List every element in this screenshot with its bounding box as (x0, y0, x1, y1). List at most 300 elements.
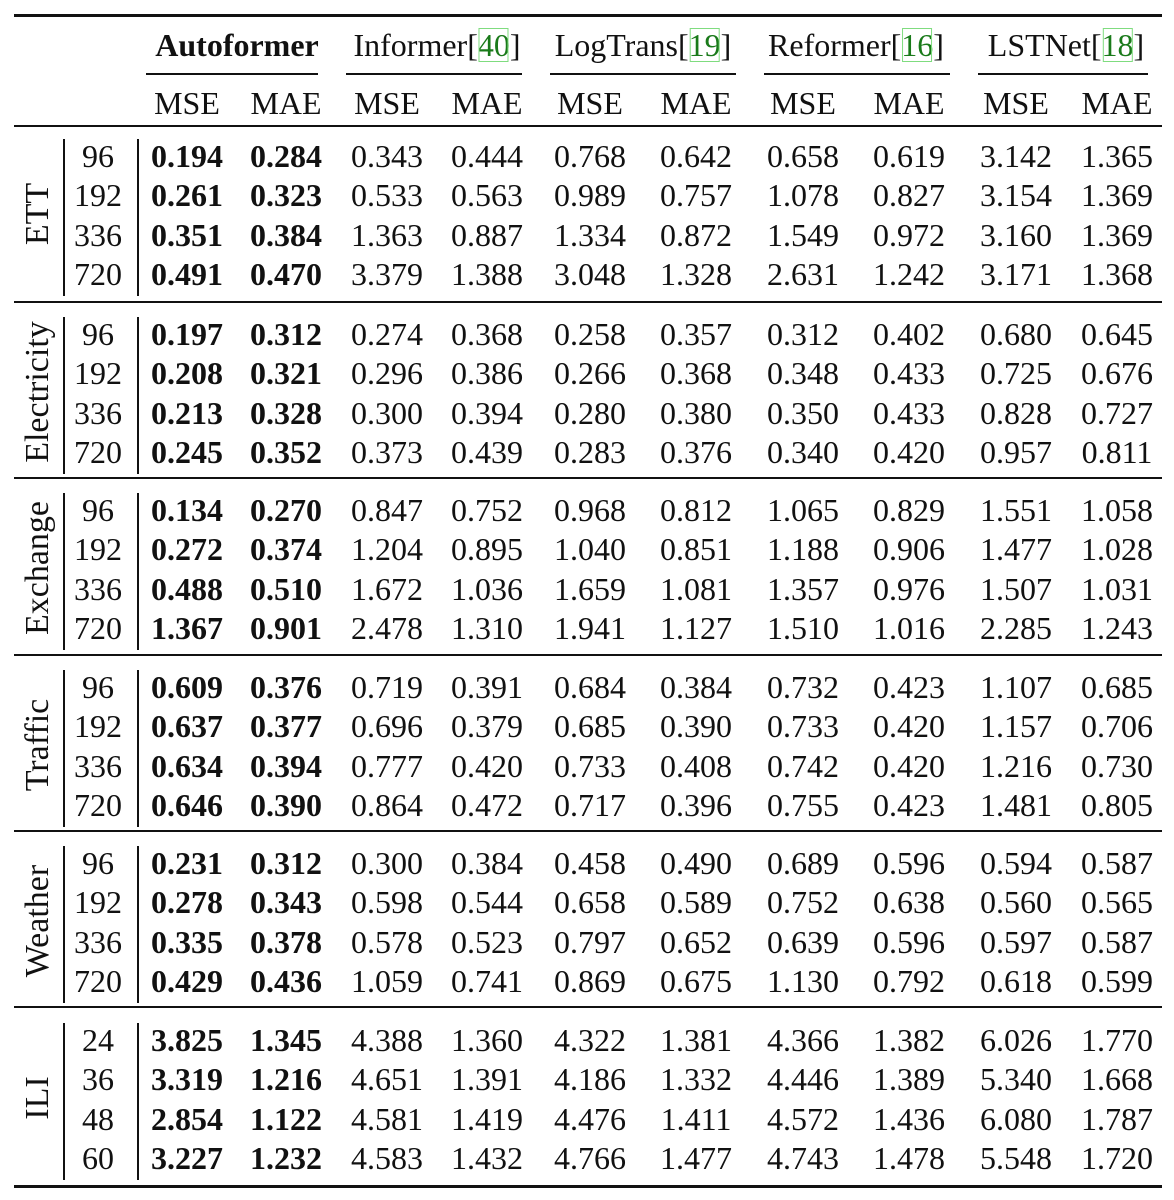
table-cell: 0.599 (1081, 962, 1153, 999)
table-cell: 1.345 (250, 1022, 322, 1058)
table-cell: 1.310 (451, 609, 523, 646)
table-cell: 4.651 (351, 1061, 423, 1098)
metric-header-mse: MSE (983, 85, 1049, 121)
horizon-cell: 192 (74, 708, 122, 745)
table-cell: 0.458 (554, 845, 626, 881)
table-cell: 0.864 (351, 786, 423, 823)
table-cell: 1.127 (660, 609, 732, 646)
dataset-divider-5 (63, 1023, 65, 1180)
table-cell: 0.490 (660, 845, 732, 881)
table-cell: 3.171 (980, 255, 1052, 292)
table-cell: 0.300 (351, 394, 423, 431)
table-cell: 0.544 (451, 884, 523, 921)
bottom-rule (14, 1185, 1162, 1188)
table-cell: 0.523 (451, 923, 523, 960)
table-cell: 1.668 (1081, 1061, 1153, 1098)
table-cell: 0.676 (1081, 355, 1153, 392)
table-cell: 0.280 (554, 394, 626, 431)
table-cell: 0.828 (980, 394, 1052, 431)
table-cell: 0.384 (660, 669, 732, 705)
model-name: Reformer (768, 27, 891, 63)
horizon-cell: 24 (82, 1022, 114, 1058)
table-cell: 1.036 (451, 570, 523, 607)
table-cell: 0.805 (1081, 786, 1153, 823)
table-cell: 0.675 (660, 962, 732, 999)
table-cell: 0.757 (660, 177, 732, 214)
horizon-cell: 96 (82, 316, 114, 352)
table-cell: 0.752 (451, 492, 523, 528)
table-cell: 0.906 (873, 531, 945, 568)
table-cell: 6.026 (980, 1022, 1052, 1058)
horizon-cell: 192 (74, 355, 122, 392)
table-cell: 0.658 (554, 884, 626, 921)
dataset-divider-0 (63, 139, 65, 296)
table-cell: 2.854 (151, 1100, 223, 1137)
table-cell: 1.389 (873, 1061, 945, 1098)
table-cell: 1.787 (1081, 1100, 1153, 1137)
citation-link[interactable]: 18 (1101, 27, 1134, 63)
table-cell: 0.733 (554, 747, 626, 784)
table-cell: 0.312 (767, 316, 839, 352)
group-separator-3 (14, 830, 1162, 832)
table-cell: 0.266 (554, 355, 626, 392)
table-cell: 0.376 (660, 433, 732, 470)
horizon-cell: 336 (74, 394, 122, 431)
table-cell: 0.717 (554, 786, 626, 823)
metric-header-mae: MAE (1081, 85, 1153, 121)
table-cell: 0.733 (767, 708, 839, 745)
table-cell: 1.369 (1081, 177, 1153, 214)
table-cell: 0.433 (873, 394, 945, 431)
table-cell: 0.300 (351, 845, 423, 881)
dataset-divider-4 (63, 846, 65, 1003)
table-cell: 0.283 (554, 433, 626, 470)
table-cell: 1.368 (1081, 255, 1153, 292)
table-cell: 1.369 (1081, 216, 1153, 253)
table-cell: 0.284 (250, 138, 322, 174)
table-cell: 1.510 (767, 609, 839, 646)
table-cell: 0.598 (351, 884, 423, 921)
horizon-cell: 720 (74, 255, 122, 292)
model-name: Informer (353, 27, 468, 63)
horizon-cell: 96 (82, 138, 114, 174)
table-cell: 0.634 (151, 747, 223, 784)
table-cell: 0.343 (250, 884, 322, 921)
table-cell: 0.812 (660, 492, 732, 528)
dataset-label-weather: Weather (19, 864, 56, 977)
table-cell: 0.732 (767, 669, 839, 705)
group-separator-2 (14, 654, 1162, 656)
table-cell: 3.319 (151, 1061, 223, 1098)
table-cell: 0.792 (873, 962, 945, 999)
table-cell: 0.350 (767, 394, 839, 431)
table-cell: 4.583 (351, 1139, 423, 1176)
table-cell: 0.328 (250, 394, 322, 431)
model-header-reformer (768, 26, 944, 64)
table-cell: 0.872 (660, 216, 732, 253)
table-cell: 0.379 (451, 708, 523, 745)
table-cell: 0.472 (451, 786, 523, 823)
table-cell: 0.423 (873, 786, 945, 823)
horizon-cell: 48 (82, 1100, 114, 1137)
model-header-informer (353, 26, 520, 64)
horizon-cell: 60 (82, 1139, 114, 1176)
table-cell: 0.420 (873, 708, 945, 745)
table-cell: 1.242 (873, 255, 945, 292)
table-cell: 1.332 (660, 1061, 732, 1098)
table-cell: 0.488 (151, 570, 223, 607)
dataset-divider-3 (63, 670, 65, 827)
table-cell: 1.157 (980, 708, 1052, 745)
metric-header-mae: MAE (660, 85, 732, 121)
table-cell: 0.685 (554, 708, 626, 745)
table-cell: 0.777 (351, 747, 423, 784)
citation-link[interactable]: 16 (901, 27, 934, 63)
table-cell: 3.154 (980, 177, 1052, 214)
table-cell: 0.433 (873, 355, 945, 392)
metric-header-mse: MSE (557, 85, 623, 121)
table-cell: 0.742 (767, 747, 839, 784)
model-header-logtrans (555, 26, 732, 64)
table-cell: 0.429 (151, 962, 223, 999)
dataset-divider-1 (63, 317, 65, 474)
table-cell: 1.411 (660, 1100, 732, 1137)
table-cell: 0.491 (151, 255, 223, 292)
table-cell: 0.768 (554, 138, 626, 174)
citation-link[interactable]: 19 (688, 27, 721, 63)
table-cell: 1.081 (660, 570, 732, 607)
table-cell: 4.766 (554, 1139, 626, 1176)
table-cell: 0.231 (151, 845, 223, 881)
citation-bracket-close: ] (720, 27, 732, 63)
citation-bracket-close: ] (1133, 27, 1145, 63)
table-cell: 0.638 (873, 884, 945, 921)
table-cell: 0.374 (250, 531, 322, 568)
table-cell: 0.680 (980, 316, 1052, 352)
table-cell: 1.122 (250, 1100, 322, 1137)
group-separator-4 (14, 1006, 1162, 1008)
model-underline-2 (550, 73, 736, 75)
table-cell: 0.470 (250, 255, 322, 292)
table-cell: 0.391 (451, 669, 523, 705)
table-cell: 1.941 (554, 609, 626, 646)
table-cell: 6.080 (980, 1100, 1052, 1137)
table-cell: 0.197 (151, 316, 223, 352)
table-cell: 5.548 (980, 1139, 1052, 1176)
table-cell: 0.270 (250, 492, 322, 528)
table-cell: 2.631 (767, 255, 839, 292)
table-cell: 4.446 (767, 1061, 839, 1098)
table-cell: 0.594 (980, 845, 1052, 881)
table-cell: 0.312 (250, 316, 322, 352)
table-cell: 0.652 (660, 923, 732, 960)
table-cell: 1.028 (1081, 531, 1153, 568)
table-cell: 0.658 (767, 138, 839, 174)
table-cell: 0.578 (351, 923, 423, 960)
table-cell: 3.825 (151, 1022, 223, 1058)
table-cell: 0.609 (151, 669, 223, 705)
dataset-label-ili: ILI (19, 1075, 56, 1120)
table-cell: 0.390 (660, 708, 732, 745)
horizon-divider-5 (137, 1023, 139, 1180)
metric-header-mse: MSE (770, 85, 836, 121)
table-cell: 0.727 (1081, 394, 1153, 431)
table-cell: 0.589 (660, 884, 732, 921)
table-cell: 0.752 (767, 884, 839, 921)
table-cell: 0.827 (873, 177, 945, 214)
table-cell: 1.367 (151, 609, 223, 646)
horizon-divider-4 (137, 846, 139, 1003)
table-cell: 1.659 (554, 570, 626, 607)
table-cell: 0.596 (873, 923, 945, 960)
table-cell: 0.194 (151, 138, 223, 174)
table-cell: 0.396 (660, 786, 732, 823)
horizon-cell: 336 (74, 923, 122, 960)
table-cell: 0.563 (451, 177, 523, 214)
table-cell: 0.439 (451, 433, 523, 470)
table-cell: 0.377 (250, 708, 322, 745)
citation-bracket-close: ] (933, 27, 944, 63)
table-cell: 1.432 (451, 1139, 523, 1176)
table-cell: 3.379 (351, 255, 423, 292)
table-cell: 1.549 (767, 216, 839, 253)
table-cell: 3.142 (980, 138, 1052, 174)
table-cell: 0.565 (1081, 884, 1153, 921)
model-underline-3 (764, 73, 950, 75)
table-cell: 0.533 (351, 177, 423, 214)
table-cell: 1.478 (873, 1139, 945, 1176)
table-cell: 0.378 (250, 923, 322, 960)
dataset-divider-2 (63, 493, 65, 650)
table-cell: 4.322 (554, 1022, 626, 1058)
table-cell: 1.436 (873, 1100, 945, 1137)
table-cell: 0.976 (873, 570, 945, 607)
table-cell: 1.477 (980, 531, 1052, 568)
table-cell: 1.058 (1081, 492, 1153, 528)
table-cell: 1.672 (351, 570, 423, 607)
table-cell: 0.597 (980, 923, 1052, 960)
model-header-autoformer (155, 26, 318, 64)
horizon-divider-1 (137, 317, 139, 474)
table-cell: 0.811 (1081, 433, 1153, 470)
table-cell: 0.619 (873, 138, 945, 174)
table-cell: 0.368 (451, 316, 523, 352)
table-cell: 0.642 (660, 138, 732, 174)
dataset-label-traffic: Traffic (19, 698, 56, 791)
table-cell: 0.258 (554, 316, 626, 352)
metric-header-mse: MSE (154, 85, 220, 121)
table-cell: 1.770 (1081, 1022, 1153, 1058)
table-cell: 0.639 (767, 923, 839, 960)
table-cell: 1.388 (451, 255, 523, 292)
table-cell: 1.232 (250, 1139, 322, 1176)
table-cell: 4.186 (554, 1061, 626, 1098)
table-cell: 0.321 (250, 355, 322, 392)
table-cell: 0.587 (1081, 923, 1153, 960)
table-cell: 0.208 (151, 355, 223, 392)
table-cell: 0.510 (250, 570, 322, 607)
horizon-divider-2 (137, 493, 139, 650)
table-cell: 1.065 (767, 492, 839, 528)
table-cell: 0.637 (151, 708, 223, 745)
citation-bracket-close: ] (509, 27, 521, 63)
table-cell: 0.618 (980, 962, 1052, 999)
table-cell: 0.741 (451, 962, 523, 999)
horizon-cell: 192 (74, 884, 122, 921)
table-cell: 0.901 (250, 609, 322, 646)
table-cell: 4.388 (351, 1022, 423, 1058)
horizon-cell: 96 (82, 669, 114, 705)
table-cell: 1.040 (554, 531, 626, 568)
table-cell: 0.245 (151, 433, 223, 470)
table-cell: 0.394 (451, 394, 523, 431)
table-cell: 1.243 (1081, 609, 1153, 646)
table-cell: 0.340 (767, 433, 839, 470)
table-cell: 0.261 (151, 177, 223, 214)
table-cell: 0.989 (554, 177, 626, 214)
model-underline-4 (978, 73, 1148, 75)
table-cell: 1.381 (660, 1022, 732, 1058)
table-cell: 1.720 (1081, 1139, 1153, 1176)
table-cell: 1.078 (767, 177, 839, 214)
table-cell: 1.107 (980, 669, 1052, 705)
table-cell: 0.797 (554, 923, 626, 960)
table-cell: 1.365 (1081, 138, 1153, 174)
table-cell: 0.869 (554, 962, 626, 999)
table-cell: 0.957 (980, 433, 1052, 470)
horizon-cell: 36 (82, 1061, 114, 1098)
table-cell: 0.323 (250, 177, 322, 214)
table-cell: 0.420 (873, 747, 945, 784)
table-cell: 4.366 (767, 1022, 839, 1058)
top-rule (14, 14, 1162, 17)
table-cell: 0.278 (151, 884, 223, 921)
table-cell: 0.420 (451, 747, 523, 784)
table-cell: 0.696 (351, 708, 423, 745)
group-separator-0 (14, 301, 1162, 303)
model-name: LogTrans (554, 27, 678, 63)
table-cell: 2.478 (351, 609, 423, 646)
horizon-cell: 720 (74, 786, 122, 823)
table-cell: 1.016 (873, 609, 945, 646)
table-cell: 1.334 (554, 216, 626, 253)
table-cell: 0.368 (660, 355, 732, 392)
table-cell: 0.357 (660, 316, 732, 352)
table-cell: 0.384 (451, 845, 523, 881)
table-cell: 1.031 (1081, 570, 1153, 607)
horizon-cell: 192 (74, 531, 122, 568)
table-cell: 0.386 (451, 355, 523, 392)
table-cell: 0.351 (151, 216, 223, 253)
table-cell: 0.420 (873, 433, 945, 470)
horizon-cell: 336 (74, 747, 122, 784)
table-cell: 1.188 (767, 531, 839, 568)
table-cell: 2.285 (980, 609, 1052, 646)
table-cell: 0.887 (451, 216, 523, 253)
table-cell: 0.373 (351, 433, 423, 470)
horizon-cell: 96 (82, 845, 114, 881)
citation-bracket-open: [ (890, 27, 902, 63)
table-cell: 0.376 (250, 669, 322, 705)
dataset-label-electricity: Electricity (19, 320, 56, 463)
table-cell: 0.394 (250, 747, 322, 784)
metric-header-mae: MAE (451, 85, 523, 121)
table-cell: 1.477 (660, 1139, 732, 1176)
dataset-label-ett: ETT (19, 182, 56, 245)
table-cell: 0.725 (980, 355, 1052, 392)
table-cell: 1.360 (451, 1022, 523, 1058)
table-cell: 1.363 (351, 216, 423, 253)
horizon-cell: 96 (82, 492, 114, 528)
table-cell: 4.581 (351, 1100, 423, 1137)
table-cell: 0.689 (767, 845, 839, 881)
table-cell: 1.551 (980, 492, 1052, 528)
table-cell: 4.476 (554, 1100, 626, 1137)
table-cell: 0.335 (151, 923, 223, 960)
table-cell: 0.274 (351, 316, 423, 352)
horizon-cell: 720 (74, 433, 122, 470)
model-name: Autoformer (155, 27, 319, 63)
table-cell: 1.059 (351, 962, 423, 999)
table-cell: 1.391 (451, 1061, 523, 1098)
model-name: LSTNet (987, 27, 1091, 63)
table-cell: 0.444 (451, 138, 523, 174)
table-cell: 4.572 (767, 1100, 839, 1137)
horizon-cell: 720 (74, 609, 122, 646)
table-cell: 1.204 (351, 531, 423, 568)
table-cell: 0.408 (660, 747, 732, 784)
table-cell: 1.419 (451, 1100, 523, 1137)
table-cell: 0.352 (250, 433, 322, 470)
horizon-divider-0 (137, 139, 139, 296)
table-cell: 0.706 (1081, 708, 1153, 745)
table-cell: 0.380 (660, 394, 732, 431)
model-header-lstnet (988, 26, 1144, 64)
table-cell: 0.968 (554, 492, 626, 528)
table-cell: 0.384 (250, 216, 322, 253)
table-cell: 1.216 (980, 747, 1052, 784)
horizon-cell: 336 (74, 570, 122, 607)
metric-header-mae: MAE (873, 85, 945, 121)
horizon-cell: 336 (74, 216, 122, 253)
citation-bracket-open: [ (677, 27, 689, 63)
table-cell: 0.684 (554, 669, 626, 705)
model-underline-0 (146, 73, 318, 75)
table-cell: 0.755 (767, 786, 839, 823)
horizon-divider-3 (137, 670, 139, 827)
table-cell: 3.160 (980, 216, 1052, 253)
citation-bracket-open: [ (1090, 27, 1102, 63)
table-cell: 0.587 (1081, 845, 1153, 881)
table-cell: 0.719 (351, 669, 423, 705)
dataset-label-exchange: Exchange (19, 500, 56, 635)
horizon-cell: 192 (74, 177, 122, 214)
table-cell: 0.972 (873, 216, 945, 253)
table-cell: 1.328 (660, 255, 732, 292)
table-cell: 0.402 (873, 316, 945, 352)
table-cell: 0.348 (767, 355, 839, 392)
table-cell: 0.645 (1081, 316, 1153, 352)
table-cell: 0.296 (351, 355, 423, 392)
table-cell: 1.382 (873, 1022, 945, 1058)
citation-link[interactable]: 40 (477, 27, 510, 63)
table-cell: 0.730 (1081, 747, 1153, 784)
table-cell: 0.343 (351, 138, 423, 174)
horizon-cell: 720 (74, 962, 122, 999)
model-underline-1 (346, 73, 522, 75)
table-cell: 0.685 (1081, 669, 1153, 705)
citation-bracket-open: [ (467, 27, 478, 63)
